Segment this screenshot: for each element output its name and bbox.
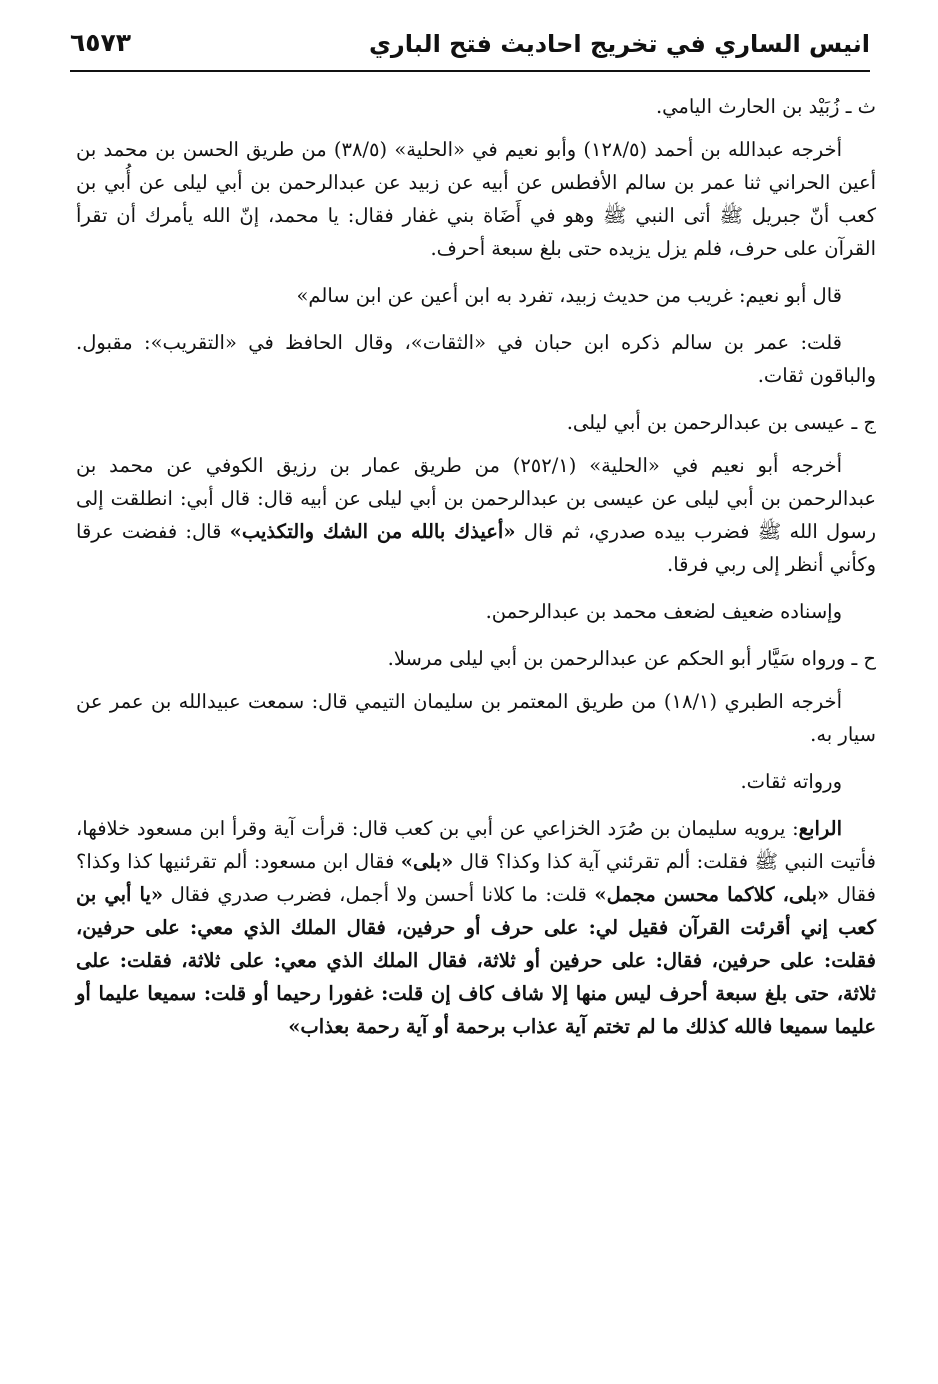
label-al-rabi: الرابع bbox=[798, 817, 842, 840]
paragraph-takhrij-isa bbox=[76, 449, 876, 581]
hadith-quote: «أعيذك بالله من الشك والتكذيب» bbox=[229, 520, 516, 543]
hadith-quote: «يا أبي بن كعب إني أقرئت القرآن فقيل لي: على حرف أو حرفين، فقال الملك الذي معي: على حرفين، فقلت: على حرفين، فقال: على حرفين أو ثلاثة، فقال الملك الذي معي: على ثلاثة، فقلت: على ثلاثة، حتى بلغ سبعة أحرف ليس منها إلا شاف كاف إن قلت: غفورا رحيما أو قلت: سميعا عليما أو عليما سميعا فالله كذلك ما لم تختم آية عذاب برحمة أو آية رحمة بعذاب» bbox=[76, 883, 876, 1038]
paragraph-note-umar-ibn-salim: قلت: عمر بن سالم ذكره ابن حبان في «الثقات»، وقال الحافظ في «التقريب»: مقبول. والباقون ثقات. bbox=[76, 331, 876, 387]
paragraph-abu-nuaym-comment: قال أبو نعيم: غريب من حديث زبيد، تفرد به ابن أعين عن ابن سالم» bbox=[296, 284, 842, 307]
text-run: : يرويه سليمان بن صُرَد الخزاعي عن أبي بن كعب قال: قرأت آية وقرأ ابن مسعود خلافها، فأتيت النبي ﷺ فقلت: ألم تقرئني آية كذا وكذا؟ قال bbox=[76, 817, 877, 873]
page-number: ٦٥٧٣ bbox=[70, 28, 132, 57]
hadith-quote: «بلى، كلاكما محسن مجمل» bbox=[594, 883, 830, 906]
text-run: قال: ففضت عرقا وكأني أنظر إلى ربي فرقا. bbox=[76, 520, 876, 576]
running-header bbox=[70, 22, 870, 72]
paragraph-narrators-thiqat: ورواته ثقات. bbox=[740, 770, 842, 793]
hadith-quote: «بلى» bbox=[400, 850, 454, 873]
paragraph-takhrij-zubayd: أخرجه عبدالله بن أحمد (١٢٨/٥) وأبو نعيم في «الحلية» (٣٨/٥) من طريق الحسن بن محمد بن أعين الحراني ثنا عمر بن سالم الأفطس عن أبيه عن زبيد عن عبدالرحمن بن أبي ليلى عن أُبي بن كعب أنّ جبريل ﷺ أتى النبي ﷺ وهو في أَضَاة بني غفار فقال: يا محمد، إنّ الله يأمرك أن تقرأ القرآن على حرف، فلم يزل يزيده حتى بلغ سبعة أحرف. bbox=[76, 138, 876, 260]
section-heading-jim: ج ـ عيسى بن عبدالرحمن بن أبي ليلى. bbox=[566, 411, 876, 434]
text-run: فقال ابن مسعود: ألم تقرئنيها كذا وكذا؟ فقال bbox=[76, 850, 876, 906]
section-heading-tha: ث ـ زُبَيْد بن الحارث اليامي. bbox=[655, 95, 876, 118]
paragraph-takhrij-tabari: أخرجه الطبري (١٨/١) من طريق المعتمر بن سليمان التيمي قال: سمعت عبيدالله بن عمر عن سيار به. bbox=[76, 690, 876, 746]
section-heading-ha: ح ـ ورواه سَيَّار أبو الحكم عن عبدالرحمن بن أبي ليلى مرسلا. bbox=[387, 647, 876, 670]
text-run: أخرجه أبو نعيم في «الحلية» (٢٥٢/١) من طريق عمار بن رزيق الكوفي عن محمد بن عبدالرحمن بن أبي ليلى عن عيسى بن عبدالرحمن بن أبي ليلى عن أبيه قال: قال أبي: انطلقت إلى رسول الله ﷺ فضرب بيده صدري، ثم قال bbox=[76, 454, 876, 543]
text-run: قلت: ما كلانا أحسن ولا أجمل، فضرب صدري فقال bbox=[163, 883, 595, 906]
running-title: انيس الساري في تخريج احاديث فتح الباري bbox=[368, 30, 870, 58]
paragraph-isnad-daif: وإسناده ضعيف لضعف محمد بن عبدالرحمن. bbox=[485, 600, 842, 623]
main-text bbox=[76, 90, 876, 1344]
paragraph-fourth-sulayman bbox=[76, 812, 876, 1043]
